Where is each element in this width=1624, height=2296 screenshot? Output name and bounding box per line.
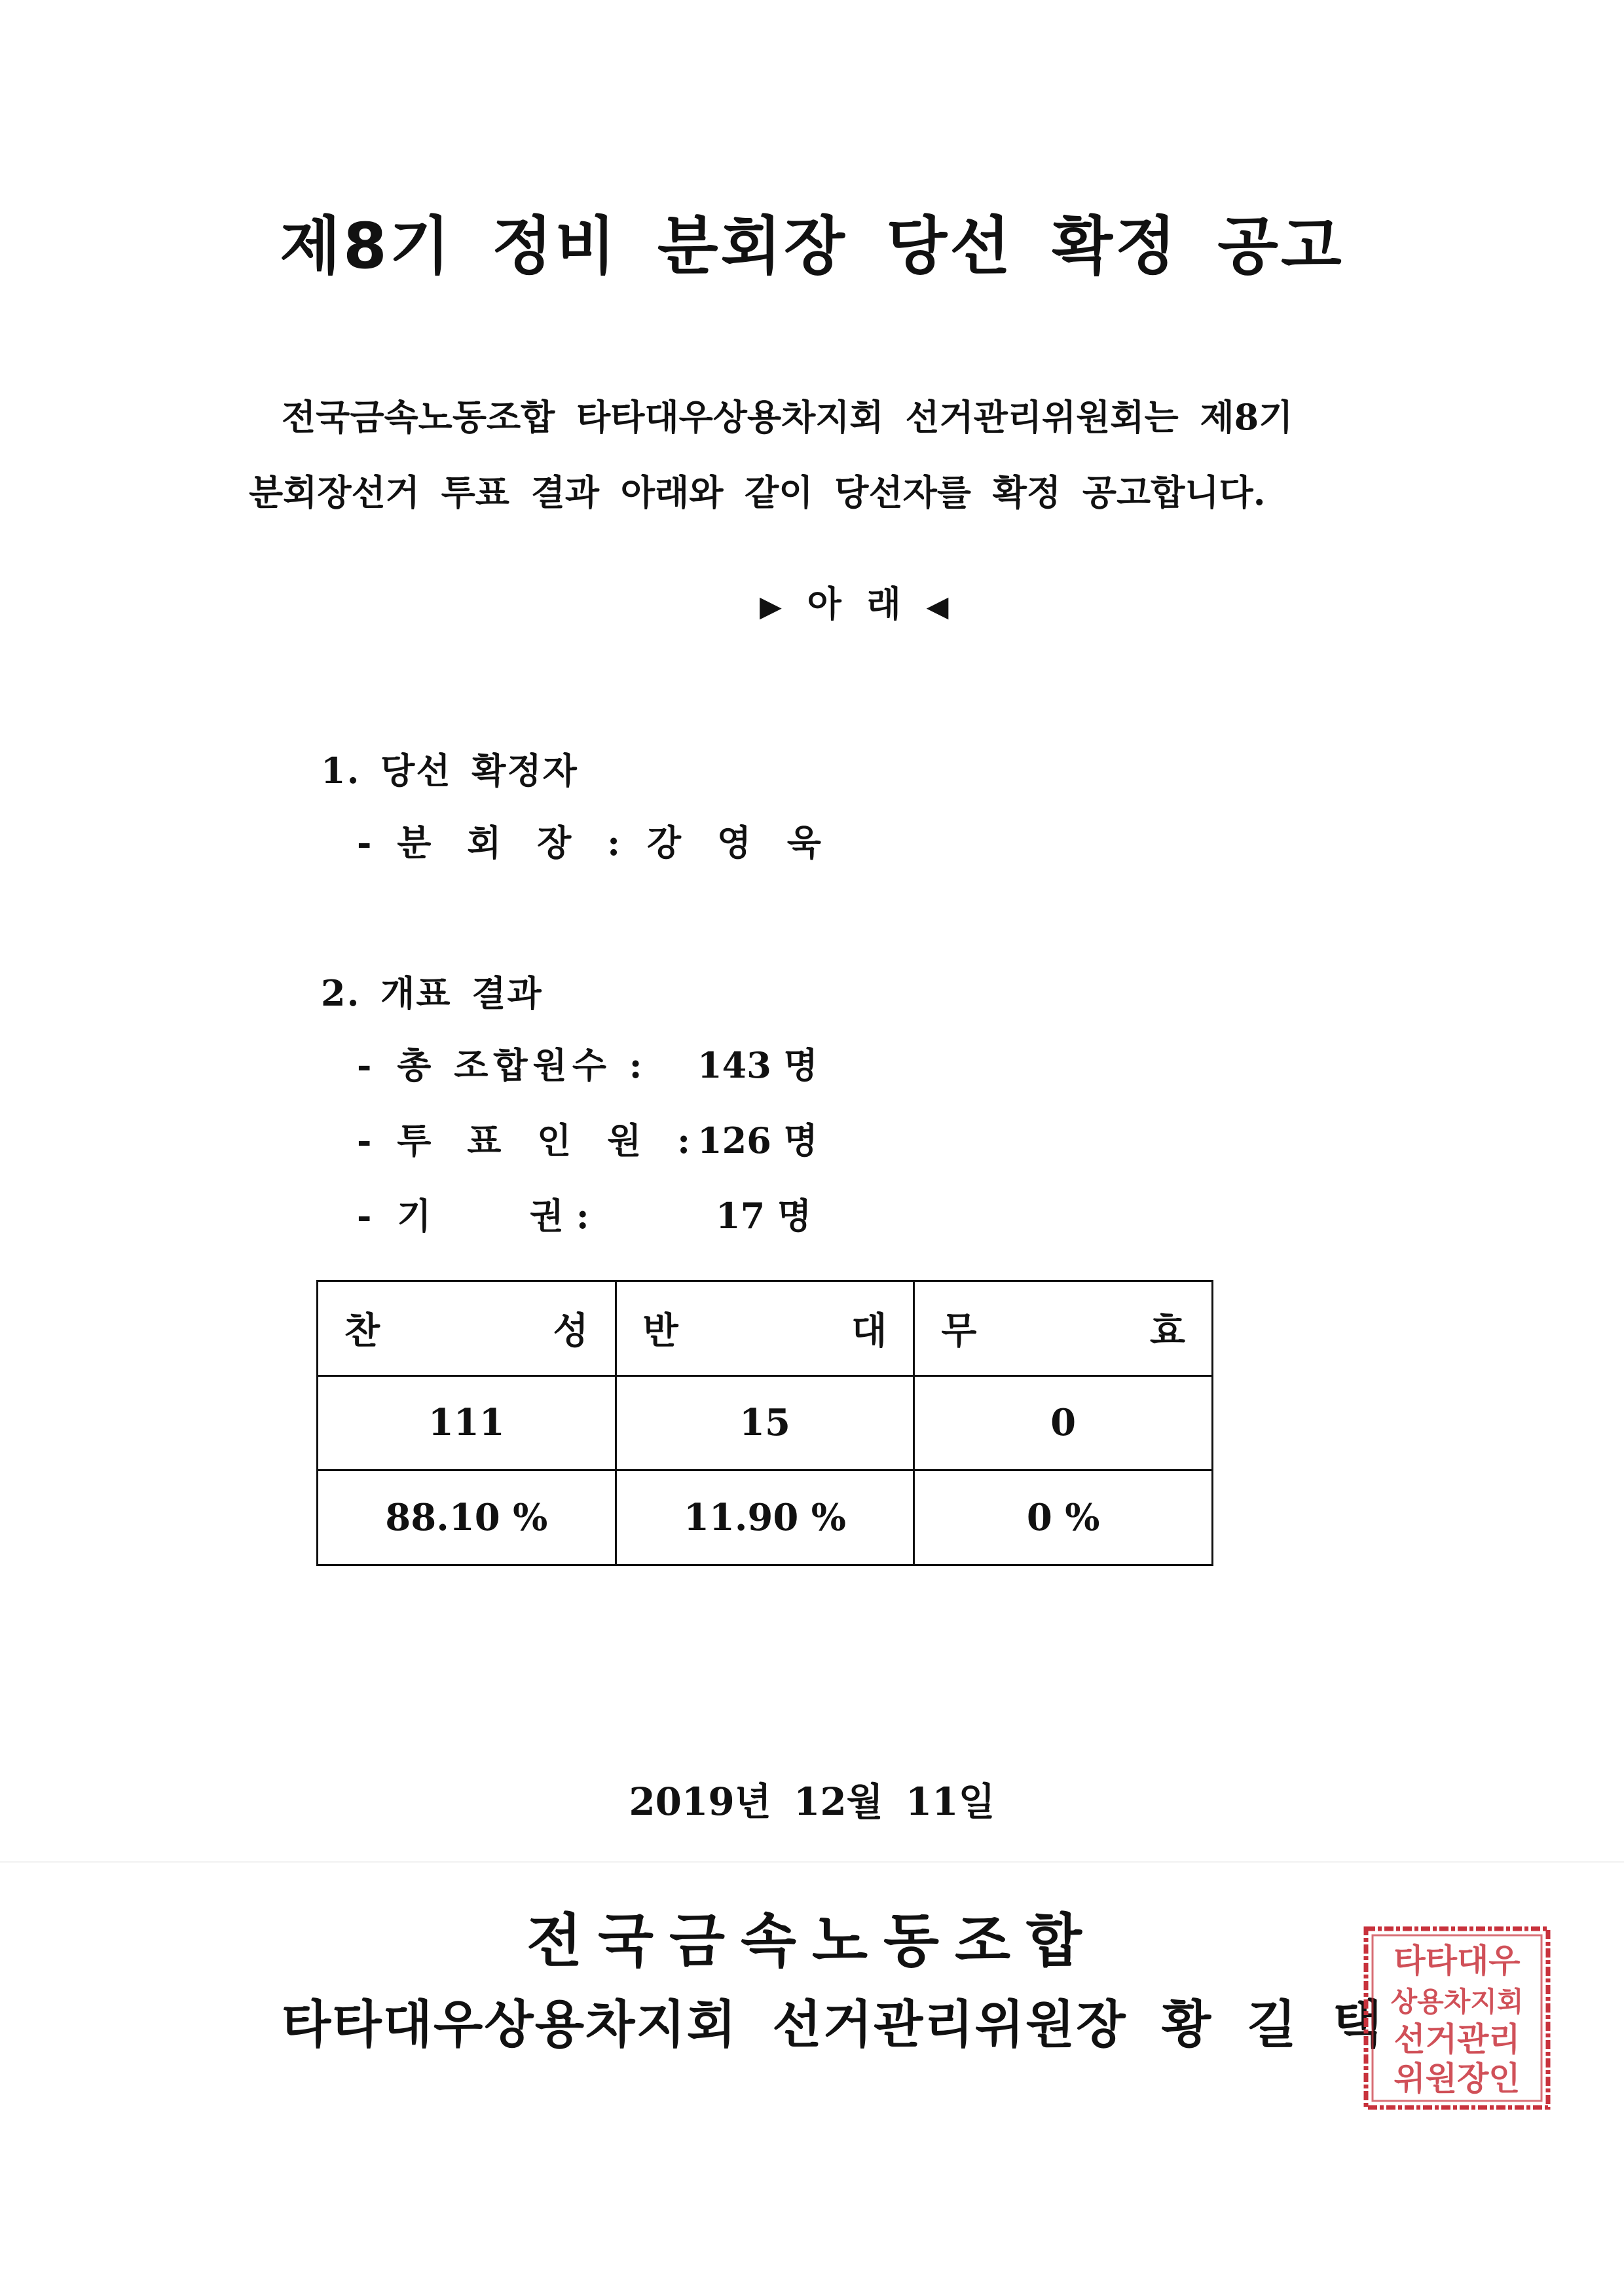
- winner-label: 분 회 장 :: [397, 822, 633, 864]
- result-row-voters: [357, 1113, 818, 1163]
- union-name: 전국금속노동조합: [526, 1907, 1098, 1975]
- official-seal-stamp: [1362, 1925, 1552, 2111]
- result-row-abstain: [357, 1188, 811, 1239]
- count-oppose: 15: [616, 1376, 914, 1470]
- table-row-counts: [318, 1376, 1213, 1470]
- percent-approve: 88.10 %: [318, 1470, 616, 1565]
- seal-text-line: 선거관리: [1393, 2020, 1521, 2058]
- count-approve: 111: [318, 1376, 616, 1470]
- header-cell-invalid: [914, 1281, 1213, 1376]
- header-cell-approve: [318, 1281, 616, 1376]
- list-dash: -: [357, 1120, 372, 1161]
- percent-invalid: 0 %: [914, 1470, 1213, 1565]
- right-triangle-icon: ▶: [760, 590, 788, 623]
- announcement-date: 2019년 12월 11일: [629, 1779, 995, 1824]
- winner-row: [357, 815, 833, 866]
- header-cell-oppose: [616, 1281, 914, 1376]
- voters-label: 투 표 인 원 :: [397, 1120, 703, 1161]
- divider: [0, 1861, 1624, 1863]
- table-row-percentages: [318, 1470, 1213, 1565]
- total-members-value: 143 명: [697, 1044, 818, 1086]
- header-char: 찬: [344, 1309, 380, 1353]
- section-2-heading: 2. 개표 결과: [321, 972, 543, 1014]
- winner-name: 강 영 욱: [646, 822, 833, 864]
- below-label: 아 래: [807, 583, 908, 625]
- header-char: 효: [1149, 1309, 1185, 1353]
- header-char: 반: [642, 1309, 678, 1353]
- section-1-heading: 1. 당선 확정자: [321, 750, 578, 792]
- list-dash: -: [357, 1044, 372, 1086]
- list-dash: -: [357, 822, 372, 864]
- percent-oppose: 11.90 %: [616, 1470, 914, 1565]
- header-char: 성: [553, 1309, 589, 1353]
- committee-chair: 타타대우상용차지회 선거관리위원장 황 길 택: [282, 1995, 1384, 2054]
- table-header-row: [318, 1281, 1213, 1376]
- voters-value: 126 명: [697, 1120, 818, 1161]
- abstain-label: 기 권 :: [397, 1195, 589, 1237]
- seal-text-line: 상용차지회: [1390, 1986, 1524, 2018]
- left-triangle-icon: ◀: [926, 590, 955, 623]
- total-members-label: 총 조합원수 :: [397, 1044, 648, 1086]
- intro-text-line-2: 분회장선거 투표 결과 아래와 같이 당선자를 확정 공고합니다.: [249, 471, 1266, 513]
- count-invalid: 0: [914, 1376, 1213, 1470]
- vote-result-table: [316, 1280, 1213, 1566]
- result-row-total-members: [357, 1038, 818, 1088]
- seal-text-line: 위원장인: [1393, 2060, 1521, 2098]
- seal-text-line: 타타대우: [1393, 1942, 1521, 1980]
- list-dash: -: [357, 1195, 372, 1237]
- abstain-value: 17 명: [716, 1195, 812, 1237]
- below-marker: [760, 576, 955, 627]
- page-title: 제8기 정비 분회장 당선 확정 공고: [280, 210, 1344, 283]
- intro-text-line-1: 전국금속노동조합 타타대우상용차지회 선거관리위원회는 제8기: [282, 396, 1293, 438]
- header-char: 무: [941, 1309, 977, 1353]
- header-char: 대: [851, 1309, 887, 1353]
